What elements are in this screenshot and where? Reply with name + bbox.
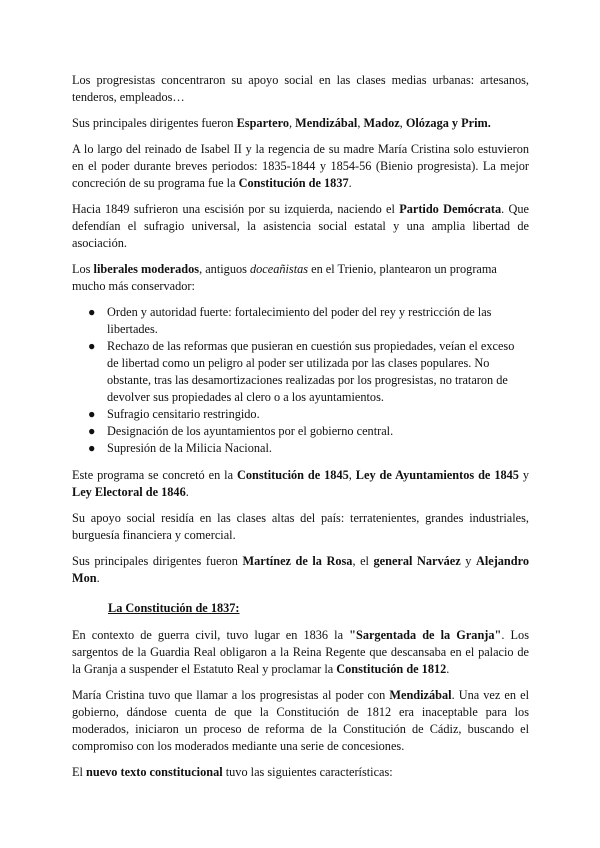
list-item: ● Sufragio censitario restringido. [88, 407, 260, 421]
list-item: ● Supresión de la Milicia Nacional. [88, 441, 272, 455]
paragraph-progresistas-dirigentes: Sus principales dirigentes fueron Espartero, Mendizábal, Madoz, Olózaga y Prim. [72, 116, 491, 130]
paragraph-partido-democrata: Hacia 1849 sufrieron una escisión por su izquierda, naciendo el Partido Demócrata. Que defendían el sufragio universal, la asistencia social estatal y una amplia libertad de asociación. [72, 202, 529, 250]
list-item: ● Orden y autoridad fuerte: fortalecimiento del poder del rey y restricción de las libertades. [88, 305, 492, 336]
section-heading: La Constitución de 1837: [108, 601, 240, 615]
paragraph-moderados-dirigentes: Sus principales dirigentes fueron Martínez de la Rosa, el general Narváez y Alejandro Mon. [72, 554, 529, 585]
paragraph-nuevo-texto: El nuevo texto constitucional tuvo las siguientes características: [72, 765, 393, 779]
bullet-icon: ● [88, 424, 96, 438]
paragraph-maria-cristina: María Cristina tuvo que llamar a los progresistas al poder con Mendizábal. Una vez en el gobierno, dándose cuenta de que la Constitución de 1812 era inaceptable para los moderados, iniciaron un proceso de reforma de la Constitución de Cádiz, buscando el compromiso con los moderados mediante una serie de concesiones. [72, 688, 529, 753]
paragraph-liberales-moderados: Los liberales moderados, antiguos doceañistas en el Trienio, plantearon un programa mucho más conservador: [72, 262, 497, 293]
list-item: ● Rechazo de las reformas que pusieran en cuestión sus propiedades, veían el exceso de libertad como un peligro al poder ser utilizada por las clases populares. No obstante, tras las desamortizaciones realizadas por los progresistas, no trataron de devolver sus propiedades al clero o a los ayuntamientos. [88, 339, 515, 404]
bullet-icon: ● [88, 339, 96, 353]
paragraph-moderados-apoyo: Su apoyo social residía en las clases altas del país: terratenientes, grandes industriales, burguesía financiera y comercial. [72, 511, 529, 542]
paragraph-progresistas-apoyo: Los progresistas concentraron su apoyo social en las clases medias urbanas: artesanos, tenderos, empleados… [72, 73, 529, 104]
paragraph-reinado-isabel: A lo largo del reinado de Isabel II y la regencia de su madre María Cristina solo estuvieron en el poder durante breves periodos: 1835-1844 y 1854-56 (Bienio progresista). La mejor concreción de su programa fue la Constitución de 1837. [72, 142, 529, 190]
paragraph-sargentada: En contexto de guerra civil, tuvo lugar en 1836 la "Sargentada de la Granja". Los sargentos de la Guardia Real obligaron a la Reina Regente que descansaba en el palacio de la Granja a suspender el Estatuto Real y proclamar la Constitución de 1812. [72, 628, 529, 676]
moderados-program-list [72, 304, 529, 457]
list-item: ● Designación de los ayuntamientos por el gobierno central. [88, 424, 394, 438]
bullet-icon: ● [88, 441, 96, 455]
paragraph-programa-concreto: Este programa se concretó en la Constitución de 1845, Ley de Ayuntamientos de 1845 y Ley Electoral de 1846. [72, 468, 530, 499]
bullet-icon: ● [88, 305, 96, 319]
bullet-icon: ● [88, 407, 96, 421]
